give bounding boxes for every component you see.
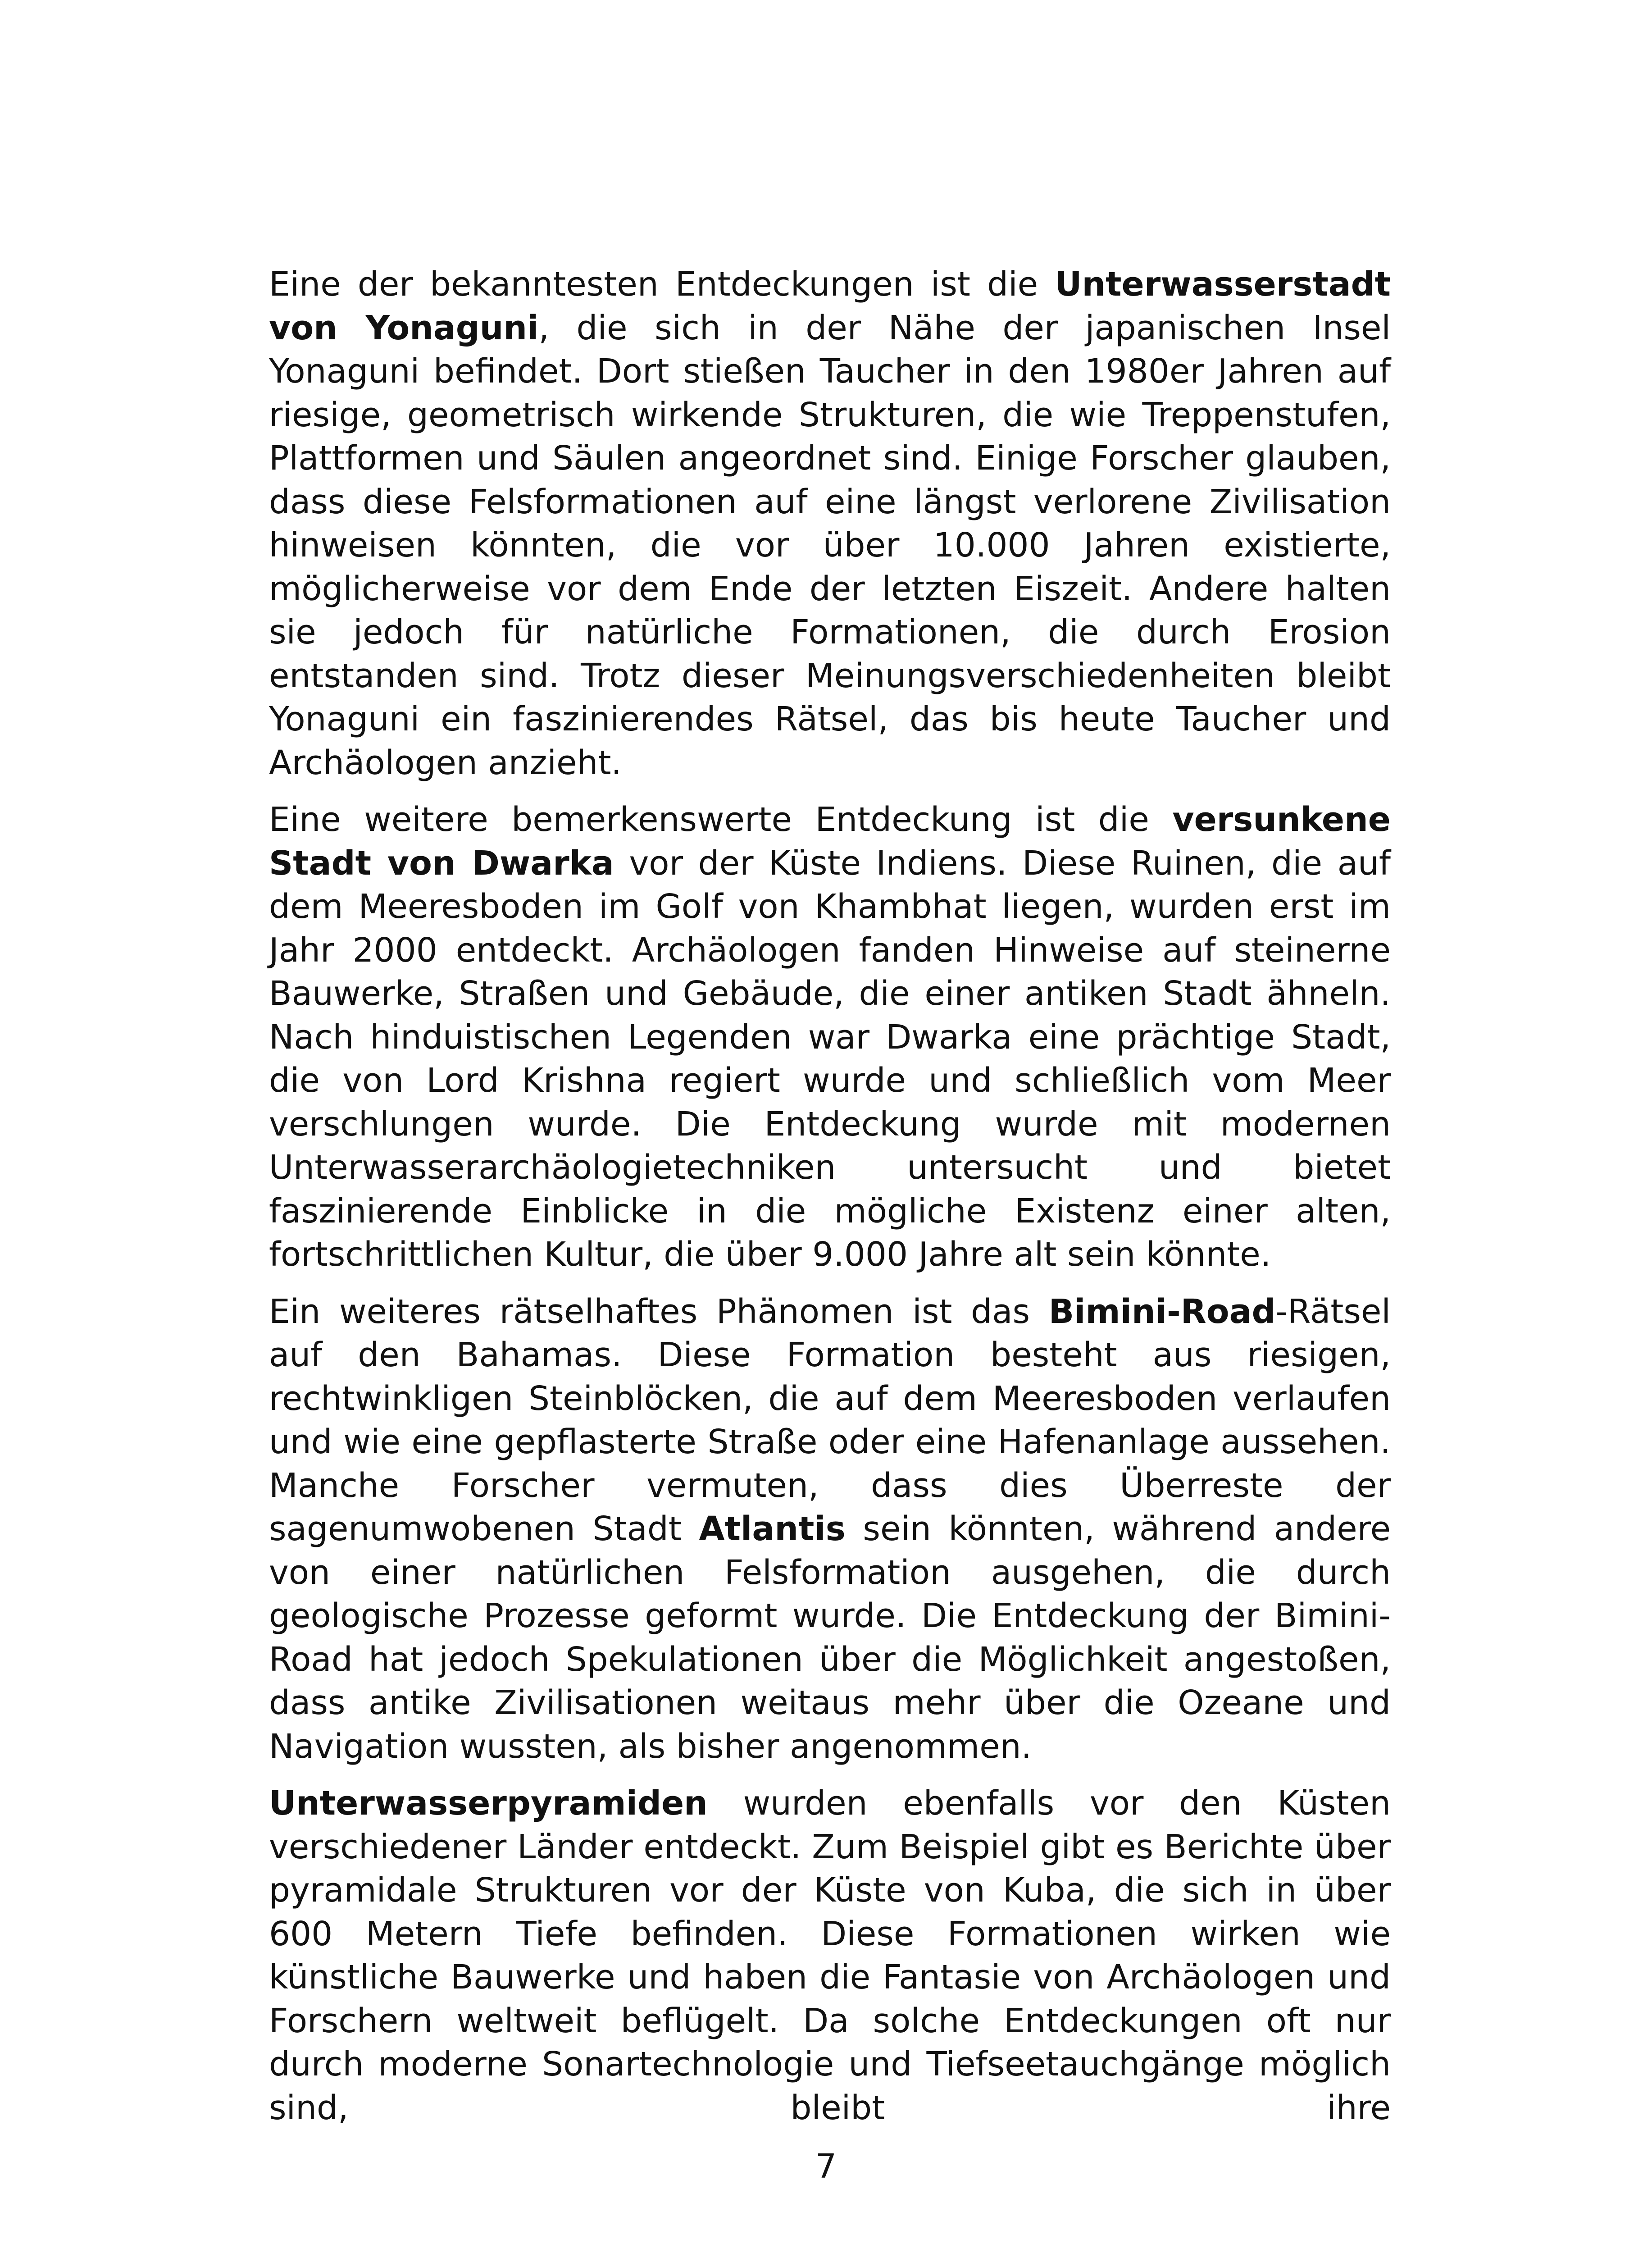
text-run: , die sich in der Nähe der japanischen Insel Yonaguni befindet. Dort stießen Taucher in den 1980er Jahren auf riesige, geometrisch wirkende Strukturen, die wie Treppenstufen, Plattformen und Säulen angeordnet sind. Einige Forscher glauben, dass diese Felsformationen auf eine längst verlorene Zivilisation hinweisen könnten, die vor über 10.000 Jahren existierte, möglicherweise vor dem Ende der letzten Eiszeit. Andere halten sie jedoch für natürliche Formationen, die durch Erosion entstanden sind. Trotz dieser Meinungsverschiedenheiten bleibt Yonaguni ein faszinierendes Rätsel, das bis heute Taucher und Archäologen anzieht. <box>269 308 1391 782</box>
text-run: Eine weitere bemerkenswerte Entdeckung ist die <box>269 800 1173 839</box>
body-text <box>269 263 1391 2130</box>
text-run: wurden ebenfalls vor den Küsten verschiedener Länder entdeckt. Zum Beispiel gibt es Berichte über pyramidale Strukturen vor der Küste von Kuba, die sich in über 600 Metern Tiefe befinden. Diese Formationen wirken wie künstliche Bauwerke und haben die Fantasie von Archäologen und Forschern weltweit beflügelt. Da solche Entdeckungen oft nur durch moderne Sonartechnologie und Tiefseetauchgänge möglich sind, bleibt ihre <box>269 1784 1391 2127</box>
bold-term-dwarka: versunkene Stadt von Dwarka <box>269 800 1391 883</box>
text-run: -Rätsel auf den Bahamas. Diese Formation besteht aus riesigen, rechtwinkligen Steinblöcken, die auf dem Meeresboden verlaufen und wie eine gepflasterte Straße oder eine Hafenanlage aussehen. Manche Forscher vermuten, dass dies Überreste der sagenumwobenen Stadt <box>269 1292 1391 1548</box>
page-number: 7 <box>815 2147 837 2186</box>
bold-term-atlantis: Atlantis <box>699 1510 846 1548</box>
text-run: Ein weiteres rätselhaftes Phänomen ist das <box>269 1292 1049 1331</box>
bold-term-bimini-road: Bimini-Road <box>1048 1292 1276 1331</box>
text-run: vor der Küste Indiens. Diese Ruinen, die auf dem Meeresboden im Golf von Khambhat liegen, wurden erst im Jahr 2000 entdeckt. Archäologen fanden Hinweise auf steinerne Bauwerke, Straßen und Gebäude, die einer antiken Stadt ähneln. Nach hinduistischen Legenden war Dwarka eine prächtige Stadt, die von Lord Krishna regiert wurde und schließlich vom Meer verschlungen wurde. Die Entdeckung wurde mit modernen Unterwasserarchäologietechniken untersucht und bietet faszinierende Einblicke in die mögliche Existenz einer alten, fortschrittlichen Kultur, die über 9.000 Jahre alt sein könnte. <box>269 844 1391 1274</box>
paragraph-bimini <box>269 1290 1391 1769</box>
text-run: Eine der bekanntesten Entdeckungen ist die <box>269 265 1055 304</box>
bold-term-yonaguni: Unterwasserstadt von Yonaguni <box>269 265 1391 347</box>
text-run: sein könnten, während andere von einer natürlichen Felsformation ausgehen, die durch geologische Prozesse geformt wurde. Die Entdeckung der Bimini-Road hat jedoch Spekulationen über die Möglichkeit angestoßen, dass antike Zivilisationen weitaus mehr über die Ozeane und Navigation wussten, als bisher angenommen. <box>269 1510 1391 1766</box>
paragraph-pyramiden <box>269 1782 1391 2130</box>
paragraph-yonaguni <box>269 263 1391 784</box>
bold-term-unterwasserpyramiden: Unterwasserpyramiden <box>269 1784 708 1823</box>
paragraph-dwarka <box>269 798 1391 1277</box>
